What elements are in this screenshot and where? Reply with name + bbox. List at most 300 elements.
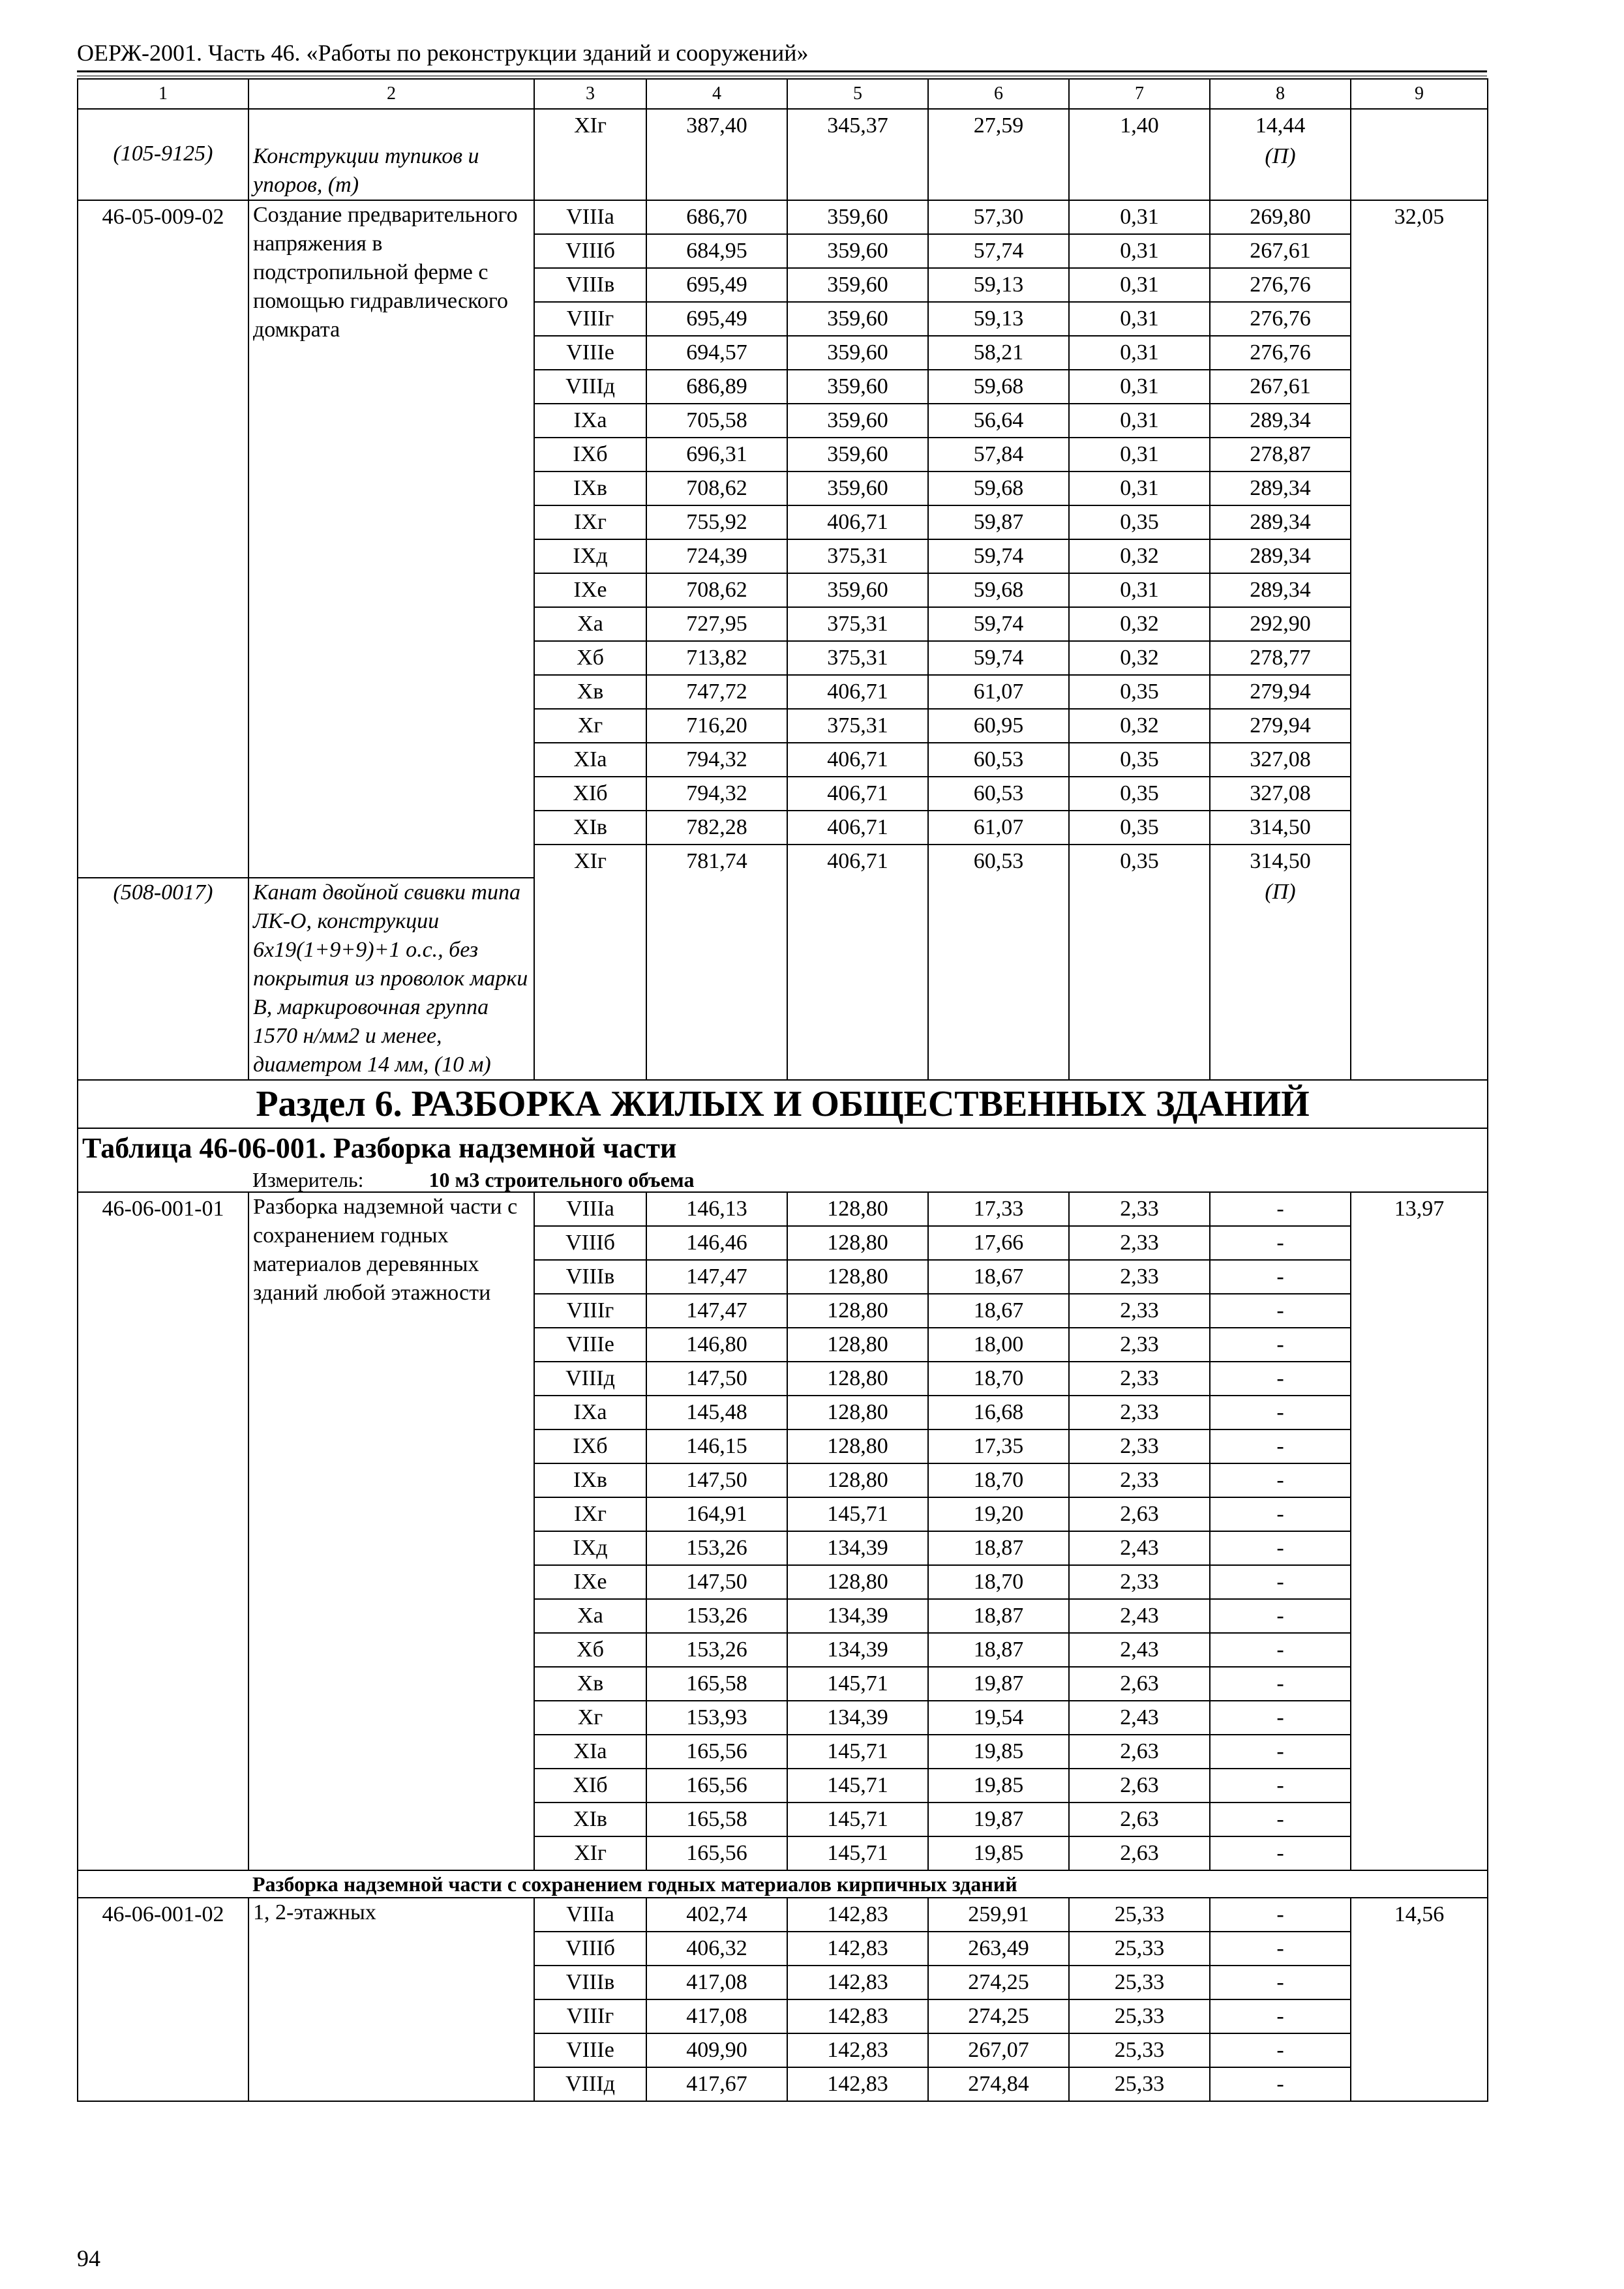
value-cell: 724,39 (646, 539, 787, 573)
value-cell: 142,83 (787, 1898, 928, 1932)
value-cell: 165,56 (646, 1769, 787, 1803)
value-cell: 18,87 (928, 1531, 1069, 1565)
value-cell: 289,34 (1210, 539, 1351, 573)
value-cell: 0,31 (1069, 336, 1210, 370)
value-cell: 145,71 (787, 1836, 928, 1870)
value-cell: - (1210, 1701, 1351, 1735)
col-num: 2 (248, 79, 534, 109)
rate-code: 46-06-001-02 (78, 1898, 248, 2101)
value-cell: 279,94 (1210, 709, 1351, 743)
value-cell: 2,63 (1069, 1497, 1210, 1531)
header-rule (77, 70, 1487, 72)
value-cell: 2,33 (1069, 1294, 1210, 1328)
value-cell: 17,66 (928, 1226, 1069, 1260)
zone-cell: XIв (534, 811, 646, 845)
value-cell: 146,80 (646, 1328, 787, 1362)
rate-col9: 14,56 (1351, 1898, 1488, 2101)
value-cell: 781,74 (646, 845, 787, 878)
zone-cell: Xб (534, 1633, 646, 1667)
value-cell: 59,74 (928, 641, 1069, 675)
value-cell: 2,63 (1069, 1735, 1210, 1769)
rate-name: 1, 2-этажных (248, 1898, 534, 2101)
value-cell: - (1210, 1226, 1351, 1260)
value-cell: 409,90 (646, 2033, 787, 2067)
value-cell: 345,37 (787, 109, 928, 142)
value-cell: - (1210, 1328, 1351, 1362)
measure-value: 10 м3 строительного объема (429, 1168, 695, 1191)
zone-cell: VIIIг (534, 1294, 646, 1328)
zone-cell: VIIIг (534, 302, 646, 336)
value-cell: 417,08 (646, 1966, 787, 1999)
table-row (78, 1192, 1488, 1226)
value-cell: 146,15 (646, 1429, 787, 1463)
value-cell: 0,35 (1069, 845, 1210, 878)
value-cell: 165,58 (646, 1803, 787, 1836)
value-cell: 19,85 (928, 1836, 1069, 1870)
value-cell: 27,59 (928, 109, 1069, 142)
value-cell: 128,80 (787, 1362, 928, 1396)
value-cell: 314,50 (1210, 845, 1351, 878)
value-cell: - (1210, 1633, 1351, 1667)
value-cell: - (1210, 1463, 1351, 1497)
value-cell: 696,31 (646, 438, 787, 471)
value-cell: 406,71 (787, 845, 928, 878)
measure-label: Измеритель: (252, 1168, 364, 1191)
zone-cell: IXд (534, 539, 646, 573)
value-cell: - (1210, 2033, 1351, 2067)
value-cell: 0,31 (1069, 302, 1210, 336)
value-cell: 142,83 (787, 1966, 928, 1999)
value-cell: 147,47 (646, 1294, 787, 1328)
value-cell: 128,80 (787, 1328, 928, 1362)
rate-name: Разборка надземной части с сохранением годных материалов деревянных зданий любой этажности (248, 1192, 534, 1870)
value-cell: - (1210, 1396, 1351, 1429)
zone-cell: Xв (534, 1667, 646, 1701)
column-number-row (78, 79, 1488, 109)
value-cell: 18,00 (928, 1328, 1069, 1362)
value-cell: 375,31 (787, 607, 928, 641)
value-cell: 147,47 (646, 1260, 787, 1294)
section-title: Раздел 6. РАЗБОРКА ЖИЛЫХ И ОБЩЕСТВЕННЫХ ЗДАНИЙ (78, 1080, 1488, 1128)
value-cell: 128,80 (787, 1226, 928, 1260)
value-cell: 406,71 (787, 777, 928, 811)
value-cell: 0,35 (1069, 743, 1210, 777)
value-cell: 19,85 (928, 1769, 1069, 1803)
value-cell: 686,89 (646, 370, 787, 404)
zone-cell: VIIIе (534, 336, 646, 370)
value-cell: 0,31 (1069, 573, 1210, 607)
value-cell: - (1210, 1260, 1351, 1294)
rate-col9: 13,97 (1351, 1192, 1488, 1870)
value-cell: 18,70 (928, 1362, 1069, 1396)
value-cell: 14,44 (1210, 109, 1351, 142)
empty-cell (1069, 878, 1210, 1080)
value-cell: 19,54 (928, 1701, 1069, 1735)
value-cell: 2,63 (1069, 1803, 1210, 1836)
value-cell: 19,20 (928, 1497, 1069, 1531)
value-cell: 2,43 (1069, 1599, 1210, 1633)
value-cell: 2,33 (1069, 1429, 1210, 1463)
zone-cell: VIIIд (534, 370, 646, 404)
value-cell: 684,95 (646, 234, 787, 268)
value-cell: 19,87 (928, 1667, 1069, 1701)
value-cell: 0,35 (1069, 505, 1210, 539)
zone-cell: VIIIе (534, 2033, 646, 2067)
value-cell: 2,33 (1069, 1396, 1210, 1429)
value-cell: 387,40 (646, 109, 787, 142)
value-cell: 327,08 (1210, 777, 1351, 811)
value-cell: 147,50 (646, 1565, 787, 1599)
value-cell: - (1210, 1599, 1351, 1633)
value-cell: - (1210, 1294, 1351, 1328)
value-cell: 375,31 (787, 539, 928, 573)
value-cell: - (1210, 1497, 1351, 1531)
subheading: Разборка надземной части с сохранением годных материалов кирпичных зданий (248, 1870, 1488, 1898)
value-cell: 18,70 (928, 1463, 1069, 1497)
value-cell: 59,68 (928, 471, 1069, 505)
value-cell: 0,35 (1069, 777, 1210, 811)
zone-cell: IXа (534, 1396, 646, 1429)
value-cell: - (1210, 1966, 1351, 1999)
value-cell: 56,64 (928, 404, 1069, 438)
value-cell: 145,71 (787, 1667, 928, 1701)
subheading-row (78, 1870, 1488, 1898)
value-cell: 782,28 (646, 811, 787, 845)
value-cell: 276,76 (1210, 336, 1351, 370)
value-cell: 142,83 (787, 1999, 928, 2033)
value-cell: - (1210, 2067, 1351, 2101)
material-name: Конструкции тупиков и упоров, (т) (248, 109, 534, 200)
value-cell: 142,83 (787, 2067, 928, 2101)
measure-row (78, 1168, 1488, 1192)
value-cell: 794,32 (646, 743, 787, 777)
value-cell: 134,39 (787, 1599, 928, 1633)
value-cell: 359,60 (787, 471, 928, 505)
value-cell: 2,33 (1069, 1192, 1210, 1226)
value-cell: 59,13 (928, 268, 1069, 302)
zone-cell: VIIIе (534, 1328, 646, 1362)
zone-cell: IXб (534, 438, 646, 471)
value-cell: 2,33 (1069, 1328, 1210, 1362)
value-cell: - (1210, 1565, 1351, 1599)
value-cell: - (1210, 1932, 1351, 1966)
value-cell: 142,83 (787, 1932, 928, 1966)
value-cell: 60,53 (928, 845, 1069, 878)
value-cell: - (1210, 1999, 1351, 2033)
value-cell: 19,87 (928, 1803, 1069, 1836)
value-cell: 2,43 (1069, 1633, 1210, 1667)
value-cell: 259,91 (928, 1898, 1069, 1932)
zone-cell: VIIIг (534, 1999, 646, 2033)
empty-cell (534, 878, 646, 1080)
zone-cell: XIв (534, 1803, 646, 1836)
value-cell: 61,07 (928, 675, 1069, 709)
value-cell: 19,85 (928, 1735, 1069, 1769)
col-num: 5 (787, 79, 928, 109)
value-cell: 142,83 (787, 2033, 928, 2067)
value-cell: 747,72 (646, 675, 787, 709)
zone-cell: IXб (534, 1429, 646, 1463)
zone-cell: Xа (534, 607, 646, 641)
value-cell: 128,80 (787, 1463, 928, 1497)
material-mark: (П) (1210, 142, 1351, 200)
value-cell: 164,91 (646, 1497, 787, 1531)
zone-cell: XIг (534, 845, 646, 878)
value-cell: 289,34 (1210, 404, 1351, 438)
value-cell: 16,68 (928, 1396, 1069, 1429)
col-num: 8 (1210, 79, 1351, 109)
section-title-row (78, 1080, 1488, 1128)
value-cell: 695,49 (646, 268, 787, 302)
rate-name: Создание предварительного напряжения в подстропильной ферме с помощью гидравлического домкрата (248, 200, 534, 878)
value-cell: 267,61 (1210, 234, 1351, 268)
material-code: (508-0017) (78, 878, 248, 1080)
value-cell: - (1210, 1362, 1351, 1396)
table-title: Таблица 46-06-001. Разборка надземной части (78, 1128, 1488, 1168)
value-cell: 134,39 (787, 1531, 928, 1565)
value-cell: 406,71 (787, 675, 928, 709)
material-name: Канат двойной свивки типа ЛК-О, конструкции 6х19(1+9+9)+1 о.с., без покрытия из проволок марки В, маркировочная группа 1570 н/мм2 и менее, диаметром 14 мм, (10 м) (248, 878, 534, 1080)
value-cell: 128,80 (787, 1192, 928, 1226)
value-cell: 375,31 (787, 709, 928, 743)
zone-cell: IXв (534, 1463, 646, 1497)
value-cell: 727,95 (646, 607, 787, 641)
rate-code: 46-05-009-02 (78, 200, 248, 878)
value-cell: 359,60 (787, 234, 928, 268)
value-cell: 2,33 (1069, 1226, 1210, 1260)
value-cell: 359,60 (787, 200, 928, 234)
value-cell: 128,80 (787, 1429, 928, 1463)
zone-cell: Xа (534, 1599, 646, 1633)
material-code: (105-9125) (78, 109, 248, 200)
value-cell: 59,68 (928, 573, 1069, 607)
value-cell: 276,76 (1210, 302, 1351, 336)
value-cell: 274,25 (928, 1999, 1069, 2033)
value-cell: 59,68 (928, 370, 1069, 404)
col-num: 9 (1351, 79, 1488, 109)
value-cell: 695,49 (646, 302, 787, 336)
value-cell: 1,40 (1069, 109, 1210, 142)
value-cell: 686,70 (646, 200, 787, 234)
zone-cell: XIб (534, 1769, 646, 1803)
value-cell: 359,60 (787, 302, 928, 336)
rates-table (77, 78, 1488, 2102)
zone-cell: IXе (534, 573, 646, 607)
zone-cell: IXв (534, 471, 646, 505)
value-cell: 25,33 (1069, 1898, 1210, 1932)
rate-col9: 32,05 (1351, 200, 1488, 1080)
value-cell: - (1210, 1769, 1351, 1803)
zone-cell: VIIIв (534, 268, 646, 302)
value-cell: 263,49 (928, 1932, 1069, 1966)
value-cell: 147,50 (646, 1362, 787, 1396)
value-cell: 0,31 (1069, 471, 1210, 505)
value-cell: - (1210, 1531, 1351, 1565)
zone-cell: IXе (534, 1565, 646, 1599)
zone-cell: VIIIб (534, 234, 646, 268)
table-row (78, 109, 1488, 142)
value-cell: 278,77 (1210, 641, 1351, 675)
value-cell: 0,32 (1069, 709, 1210, 743)
value-cell: 0,31 (1069, 370, 1210, 404)
value-cell: - (1210, 1803, 1351, 1836)
value-cell: 327,08 (1210, 743, 1351, 777)
value-cell: 2,33 (1069, 1565, 1210, 1599)
value-cell: 153,26 (646, 1599, 787, 1633)
value-cell: 0,35 (1069, 675, 1210, 709)
value-cell: 18,87 (928, 1633, 1069, 1667)
value-cell: - (1210, 1735, 1351, 1769)
value-cell: - (1210, 1429, 1351, 1463)
value-cell: 359,60 (787, 336, 928, 370)
value-cell: 0,31 (1069, 438, 1210, 471)
value-cell: 417,08 (646, 1999, 787, 2033)
value-cell: 153,26 (646, 1633, 787, 1667)
value-cell: 406,71 (787, 811, 928, 845)
value-cell: 128,80 (787, 1565, 928, 1599)
zone-cell: VIIIб (534, 1226, 646, 1260)
value-cell: 292,90 (1210, 607, 1351, 641)
value-cell: 60,53 (928, 743, 1069, 777)
value-cell: 274,25 (928, 1966, 1069, 1999)
value-cell: 2,63 (1069, 1667, 1210, 1701)
value-cell: 25,33 (1069, 1932, 1210, 1966)
zone-cell: IXг (534, 505, 646, 539)
value-cell: 145,48 (646, 1396, 787, 1429)
value-cell: 406,32 (646, 1932, 787, 1966)
value-cell: 58,21 (928, 336, 1069, 370)
value-cell: 289,34 (1210, 505, 1351, 539)
value-cell: 60,53 (928, 777, 1069, 811)
value-cell: 60,95 (928, 709, 1069, 743)
value-cell: 59,87 (928, 505, 1069, 539)
value-cell: 25,33 (1069, 1999, 1210, 2033)
value-cell: 0,35 (1069, 811, 1210, 845)
value-cell: 406,71 (787, 743, 928, 777)
value-cell: 705,58 (646, 404, 787, 438)
value-cell: 2,33 (1069, 1463, 1210, 1497)
value-cell: 708,62 (646, 471, 787, 505)
page-header: ОЕРЖ-2001. Часть 46. «Работы по реконструкции зданий и сооружений» (77, 40, 809, 66)
table-row (78, 878, 1488, 1080)
value-cell: - (1210, 1192, 1351, 1226)
value-cell: 359,60 (787, 404, 928, 438)
value-cell: 17,33 (928, 1192, 1069, 1226)
value-cell: 165,58 (646, 1667, 787, 1701)
value-cell: 794,32 (646, 777, 787, 811)
value-cell: 0,31 (1069, 200, 1210, 234)
value-cell: 0,32 (1069, 641, 1210, 675)
value-cell: 289,34 (1210, 471, 1351, 505)
value-cell: 2,63 (1069, 1769, 1210, 1803)
value-cell: 279,94 (1210, 675, 1351, 709)
zone-cell: XIг (534, 109, 646, 142)
value-cell: 128,80 (787, 1260, 928, 1294)
value-cell: 59,74 (928, 607, 1069, 641)
col-num: 3 (534, 79, 646, 109)
value-cell: 145,71 (787, 1735, 928, 1769)
value-cell: 134,39 (787, 1701, 928, 1735)
page-number: 94 (77, 2245, 100, 2271)
value-cell: 128,80 (787, 1294, 928, 1328)
zone-cell: VIIIа (534, 1898, 646, 1932)
value-cell: 694,57 (646, 336, 787, 370)
empty-cell (646, 878, 787, 1080)
zone-cell: XIа (534, 1735, 646, 1769)
value-cell: 755,92 (646, 505, 787, 539)
zone-cell: VIIIб (534, 1932, 646, 1966)
value-cell: 0,32 (1069, 539, 1210, 573)
value-cell: 134,39 (787, 1633, 928, 1667)
col-num: 1 (78, 79, 248, 109)
zone-cell: IXг (534, 1497, 646, 1531)
zone-cell: XIа (534, 743, 646, 777)
table-title-row (78, 1128, 1488, 1168)
value-cell: 146,13 (646, 1192, 787, 1226)
value-cell: 2,33 (1069, 1362, 1210, 1396)
value-cell: 716,20 (646, 709, 787, 743)
value-cell: 708,62 (646, 573, 787, 607)
value-cell: 18,87 (928, 1599, 1069, 1633)
zone-cell: XIг (534, 1836, 646, 1870)
value-cell: 375,31 (787, 641, 928, 675)
value-cell: 2,33 (1069, 1260, 1210, 1294)
table-row (78, 1898, 1488, 1932)
zone-cell: Xб (534, 641, 646, 675)
value-cell: 276,76 (1210, 268, 1351, 302)
value-cell: 713,82 (646, 641, 787, 675)
value-cell: 0,32 (1069, 607, 1210, 641)
value-cell: 59,13 (928, 302, 1069, 336)
zone-cell: VIIIв (534, 1966, 646, 1999)
value-cell: 165,56 (646, 1735, 787, 1769)
value-cell: 25,33 (1069, 1966, 1210, 1999)
value-cell: 128,80 (787, 1396, 928, 1429)
value-cell: 153,93 (646, 1701, 787, 1735)
value-cell: 2,43 (1069, 1531, 1210, 1565)
value-cell: - (1210, 1836, 1351, 1870)
value-cell: 0,31 (1069, 404, 1210, 438)
value-cell: 145,71 (787, 1769, 928, 1803)
value-cell: 18,67 (928, 1260, 1069, 1294)
value-cell: - (1210, 1898, 1351, 1932)
zone-cell: VIIIд (534, 2067, 646, 2101)
value-cell: 274,84 (928, 2067, 1069, 2101)
value-cell: 165,56 (646, 1836, 787, 1870)
value-cell: 0,31 (1069, 234, 1210, 268)
zone-cell: Xг (534, 709, 646, 743)
value-cell: 61,07 (928, 811, 1069, 845)
zone-cell: IXа (534, 404, 646, 438)
value-cell: 269,80 (1210, 200, 1351, 234)
value-cell: 18,70 (928, 1565, 1069, 1599)
value-cell: 406,71 (787, 505, 928, 539)
value-cell: 57,30 (928, 200, 1069, 234)
value-cell: 314,50 (1210, 811, 1351, 845)
value-cell: 25,33 (1069, 2067, 1210, 2101)
value-cell: 267,07 (928, 2033, 1069, 2067)
value-cell: 359,60 (787, 370, 928, 404)
value-cell: 359,60 (787, 268, 928, 302)
value-cell: 59,74 (928, 539, 1069, 573)
col-num: 6 (928, 79, 1069, 109)
rate-code: 46-06-001-01 (78, 1192, 248, 1870)
zone-cell: VIIIа (534, 200, 646, 234)
table-row (78, 200, 1488, 234)
material-mark: (П) (1210, 878, 1351, 1080)
zone-cell: VIIIд (534, 1362, 646, 1396)
value-cell: 17,35 (928, 1429, 1069, 1463)
